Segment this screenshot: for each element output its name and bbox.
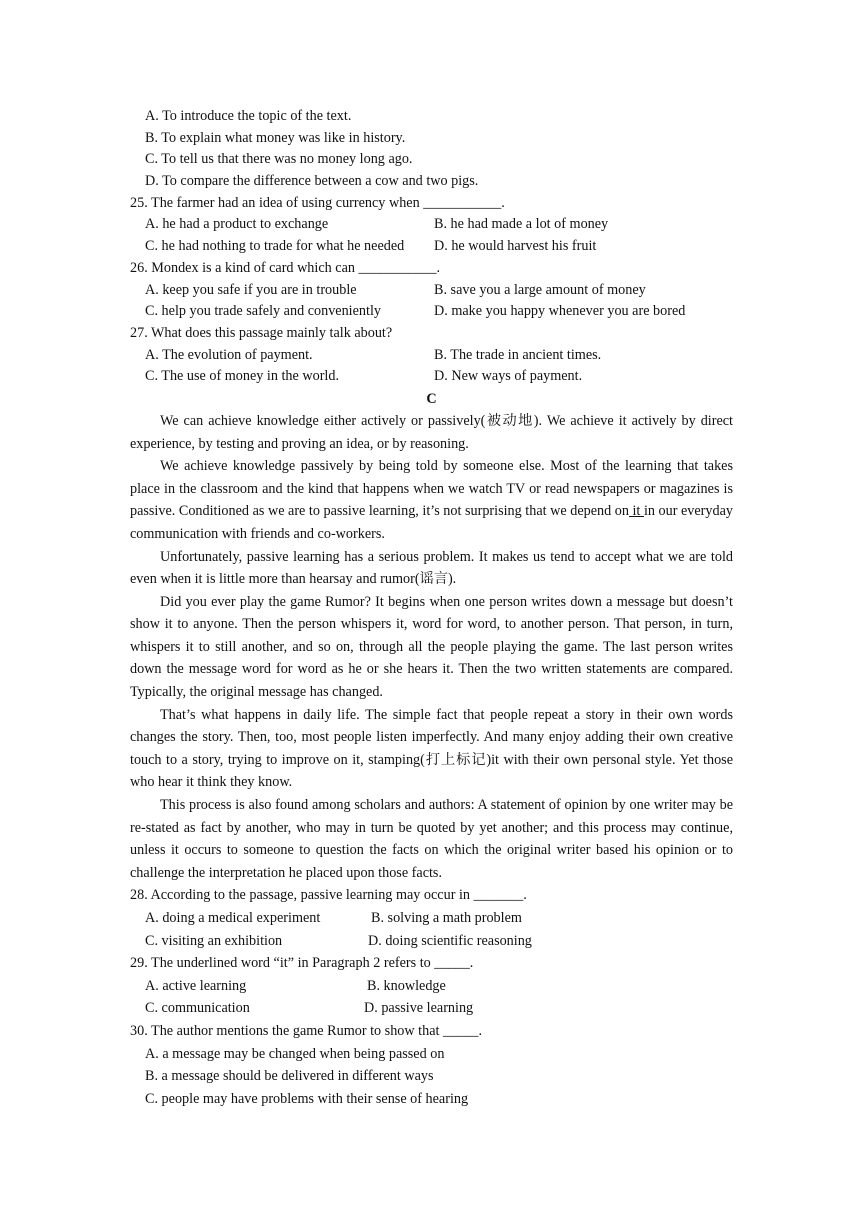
q24-option-d: D. To compare the difference between a cow and two pigs.: [145, 173, 479, 190]
q27-option-d: D. New ways of payment.: [434, 368, 583, 385]
q27-option-c: C. The use of money in the world.: [145, 368, 339, 385]
q26-option-a: A. keep you safe if you are in trouble: [145, 281, 357, 298]
passage-paragraph-5: That’s what happens in daily life. The simple fact that people repeat a story in their own words changes the story. Then, too, most people listen imperfectly. And many enjoy adding their own creative touch to a story, trying to improve on it, stamping(打上标记)it with their own personal style. Yet those who hear it think they know.: [130, 706, 733, 791]
question-28: [130, 884, 733, 952]
q30-option-a: A. a message may be changed when being passed on: [145, 1045, 445, 1062]
q25-option-b: B. he had made a lot of money: [434, 216, 609, 233]
q28-option-a: A. doing a medical experiment: [145, 910, 321, 926]
paragraph-2-text-before: We achieve knowledge passively by being told by someone else. Most of the learning that takes place in the classroom and the kind that happens when we watch TV or read newspapers or magazines is passive. Conditioned as we are to passive learning, it’s not surprising that we depend on: [130, 458, 733, 520]
passage-paragraph-6: This process is also found among scholars and authors: A statement of opinion by one writer may be re-stated as fact by another, who may in turn be quoted by yet another; and this process may continue, unless it occurs to someone to question the facts on which the original writer based his opinion or to challenge the interpretation he placed upon those facts.: [130, 797, 733, 881]
passage-paragraph-2: [130, 455, 733, 545]
q29-option-d: D. passive learning: [364, 1000, 474, 1017]
reading-passage: [130, 410, 733, 884]
q30-option-b: B. a message should be delivered in different ways: [145, 1068, 434, 1085]
q27-option-a: A. The evolution of payment.: [145, 346, 313, 363]
question-27: [130, 323, 733, 388]
q26-option-d: D. make you happy whenever you are bored: [434, 303, 686, 320]
q26-option-b: B. save you a large amount of money: [434, 281, 646, 298]
q24-option-b: B. To explain what money was like in history.: [145, 129, 406, 146]
passage-paragraph-4: Did you ever play the game Rumor? It begins when one person writes down a message but doesn’t show it to anyone. Then the person whispers it, word for word, to another person. That person, in turn, whispers it to still another, and so on, through all the people playing the game. The last person writes down the message word for word as he or she hears it. Then the two written statements are compared. Typically, the original message has changed.: [130, 593, 733, 701]
q25-option-a: A. he had a product to exchange: [145, 216, 329, 233]
q29-option-a: A. active learning: [145, 977, 247, 994]
q27-stem: 27. What does this passage mainly talk about?: [130, 324, 393, 341]
q24-options: [130, 106, 733, 193]
q29-stem: 29. The underlined word “it” in Paragraph 2 refers to _____.: [130, 955, 474, 972]
q27-option-b: B. The trade in ancient times.: [434, 346, 602, 363]
q26-stem: 26. Mondex is a kind of card which can ___________.: [130, 259, 441, 276]
question-30: [130, 1020, 733, 1110]
paragraph-2-text-after: in our everyday communication with friends and co-workers.: [130, 503, 733, 542]
passage-paragraph-1: We can achieve knowledge either actively or passively(被动地). We achieve it actively by direct experience, by testing and proving an idea, or by reasoning.: [130, 412, 733, 452]
q28-option-b: B. solving a math problem: [371, 910, 522, 926]
q28-option-d: D. doing scientific reasoning: [368, 932, 532, 949]
q28-option-c: C. visiting an exhibition: [145, 932, 283, 949]
q24-option-c: C. To tell us that there was no money long ago.: [145, 151, 413, 168]
q30-stem: 30. The author mentions the game Rumor to show that _____.: [130, 1022, 483, 1039]
q24-option-a: A. To introduce the topic of the text.: [145, 108, 352, 124]
q29-option-b: B. knowledge: [367, 977, 446, 994]
exam-page: [130, 106, 733, 1110]
q29-option-c: C. communication: [145, 1000, 250, 1017]
passage-paragraph-3: Unfortunately, passive learning has a serious problem. It makes us tend to accept what we are told even when it is little more than hearsay and rumor(谣言).: [130, 548, 733, 588]
underlined-word-it: it: [628, 503, 644, 520]
question-29: [130, 952, 733, 1020]
question-26: [130, 258, 733, 323]
q25-option-c: C. he had nothing to trade for what he needed: [145, 238, 405, 255]
q25-option-d: D. he would harvest his fruit: [434, 238, 597, 255]
q26-option-c: C. help you trade safely and conveniently: [145, 303, 381, 320]
question-25: [130, 193, 733, 258]
q30-option-c: C. people may have problems with their sense of hearing: [145, 1090, 469, 1107]
q25-stem: 25. The farmer had an idea of using currency when ___________.: [130, 194, 505, 211]
q28-stem: 28. According to the passage, passive learning may occur in _______.: [130, 887, 527, 904]
section-heading: C: [426, 390, 437, 407]
